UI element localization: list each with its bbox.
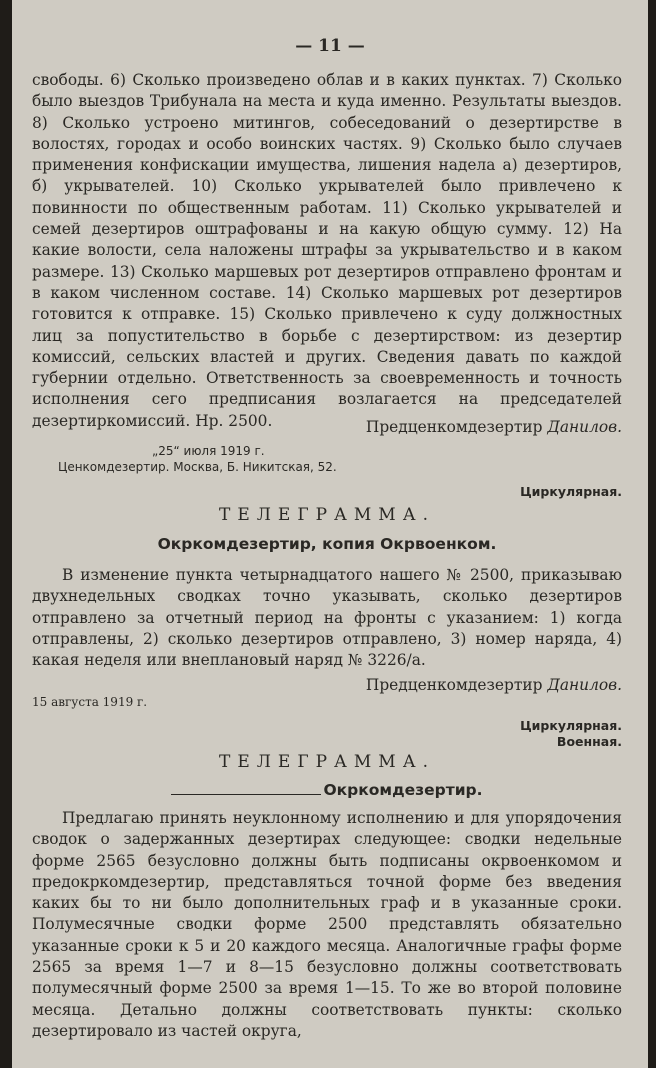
prescription-body: свободы. 6) Сколько произведено облав и в каких пунктах. 7) Сколько было выездов Трибунала на места и куда именно. Результаты выездов. 8) Сколько устроено митингов, собеседований о дезертирстве в волостях, городах и особо воинских частях. 9) Сколько было случаев применения конфискации имущества, лишения надела а) дезертиров, б) укрывателей. 10) Сколько укрывателей было привлечено к повинности по общественным работам. 11) Сколько укрывателей и семей дезертиров оштрафованы и на какую общую сумму. 12) На какие волости, села наложены штрафы за укрывательство и в каком размере. 13) Сколько маршевых рот дезертиров отправлено фронтам и в каком численном составе. 14) Сколько маршевых рот дезертиров готовится к отправке. 15) Сколько привлечено к суду должностных лиц за попустительство в борьбе с дезертирством: из дезертир комиссий, сельских властей и других. Сведения давать по каждой губернии отдельно. Ответственность за своевременность и точность исполнения сего предписания возлагается на председателей дезертиркомиссий. Нр. 2500. <box>32 71 622 430</box>
circular-label-3: Циркулярная. <box>520 718 622 733</box>
signature-block-1 <box>32 416 622 438</box>
sender-address: Ценкомдезертир. Москва, Б. Никитская, 52. <box>58 460 337 474</box>
dispatch-date-2: 15 августа 1919 г. <box>32 695 148 709</box>
prescription-continuation <box>32 70 622 432</box>
addressee-rule <box>171 794 321 795</box>
telegram-heading-2: ТЕЛЕГРАММА. <box>218 505 435 525</box>
telegram-body-2: В изменение пункта четырнадцатого нашего № 2500, приказываю двухнедельных сводках точно указывать, сколько дезертиров отправлено за отчетный период на фронты с указанием: 1) когда отправлены, 2) сколько дезертиров отправлено, 3) номер наряда, 4) какая неделя или внеплановый наряд № 3226/а. <box>32 566 622 670</box>
telegram-addressee-3: Окркомдезертир. <box>323 781 483 799</box>
telegram-body-3: Предлагаю принять неуклонному исполнению и для упорядочения сводок о задержанных дезертирах следующее: сводки недельные форме 2565 безусловно должны быть подписаны окрвоенкомом и предокркомдезертир, представляться точной форме без введения каких бы то ни было дополнительных граф и в указанные сроки. Полумесячные сводки форме 2500 представлять обязательно указанные сроки к 5 и 20 каждого месяца. Аналогичные графы форме 2565 за время 1—7 и 8—15 безусловно должны соответствовать полумесячный форме 2500 за время 1—15. То же во второй половине месяца. Детально должны соответствовать пункты: сколько дезертировало из частей округа, <box>32 809 622 1040</box>
circular-label-2: Циркулярная. <box>520 484 622 499</box>
telegram-heading-3: ТЕЛЕГРАММА. <box>218 752 435 772</box>
signature-block-2 <box>32 674 622 696</box>
dispatch-date-1: „25“ июля 1919 г. <box>152 444 265 458</box>
telegram-body-3-container <box>32 808 622 1042</box>
signature-title: Предценкомдезертир <box>365 676 548 694</box>
telegram-body-2-container <box>32 565 622 671</box>
page-number: — 11 — <box>295 36 365 56</box>
telegram-addressee-2: Окркомдезертир, копия Окрвоенком. <box>157 535 497 553</box>
document-page <box>12 0 648 1068</box>
telegram-addressee-3-row <box>32 781 622 799</box>
signature-name: Данилов. <box>547 676 622 694</box>
military-label-3: Военная. <box>556 734 622 749</box>
signature-name: Данилов. <box>547 418 622 436</box>
signature-title: Предценкомдезертир <box>365 418 548 436</box>
